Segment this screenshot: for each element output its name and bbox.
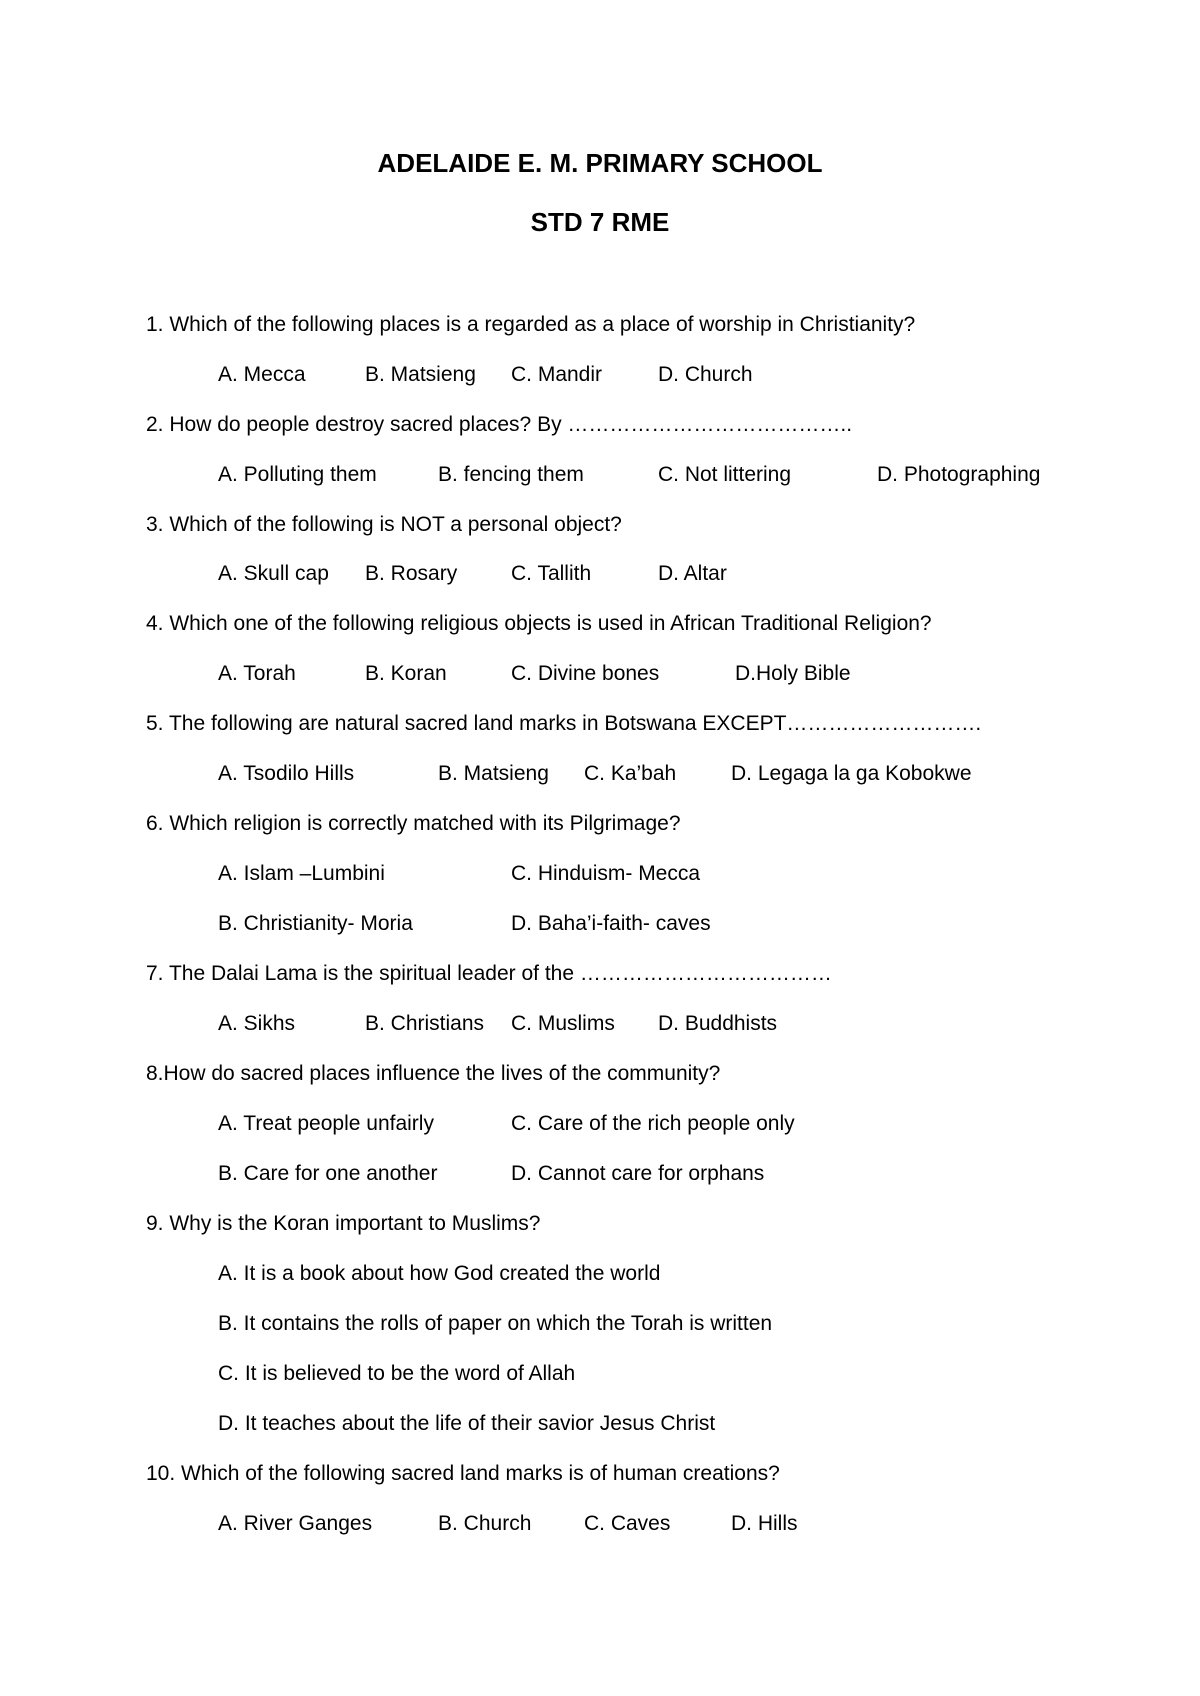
q5-option-a: A. Tsodilo Hills xyxy=(218,762,355,785)
q10-option-b: B. Church xyxy=(438,1512,532,1535)
school-title: ADELAIDE E. M. PRIMARY SCHOOL xyxy=(377,148,823,178)
q3-option-a: A. Skull cap xyxy=(218,562,329,585)
q5-option-c: C. Ka’bah xyxy=(584,762,677,785)
q7-option-d: D. Buddhists xyxy=(658,1012,778,1035)
question-2-text: 2. How do people destroy sacred places? By ………………………………….. xyxy=(146,413,853,436)
q7-option-c: C. Muslims xyxy=(511,1012,615,1035)
question-1-text: 1. Which of the following places is a regarded as a place of worship in Christianity? xyxy=(146,313,916,336)
q10-option-d: D. Hills xyxy=(731,1512,798,1535)
q8-option-b: B. Care for one another xyxy=(218,1162,438,1185)
q6-option-b: B. Christianity- Moria xyxy=(218,912,413,935)
question-4-text: 4. Which one of the following religious objects is used in African Traditional Religion? xyxy=(146,612,932,635)
question-9-text: 9. Why is the Koran important to Muslims? xyxy=(146,1212,541,1235)
q2-option-c: C. Not littering xyxy=(658,463,792,486)
q6-option-a: A. Islam –Lumbini xyxy=(218,862,385,885)
q1-option-c: C. Mandir xyxy=(511,363,603,386)
question-7-text: 7. The Dalai Lama is the spiritual leader of the ……………………………… xyxy=(146,962,832,985)
q7-option-b: B. Christians xyxy=(365,1012,485,1035)
question-10-text: 10. Which of the following sacred land marks is of human creations? xyxy=(146,1462,780,1485)
q3-option-c: C. Tallith xyxy=(511,562,592,585)
question-8-text: 8.How do sacred places influence the lives of the community? xyxy=(146,1062,721,1085)
q3-option-b: B. Rosary xyxy=(365,562,458,585)
q4-option-b: B. Koran xyxy=(365,662,447,685)
subject-title: STD 7 RME xyxy=(530,207,670,237)
q9-option-c: C. It is believed to be the word of Allah xyxy=(218,1362,576,1385)
q4-option-a: A. Torah xyxy=(218,662,296,685)
q1-option-a: A. Mecca xyxy=(218,363,306,386)
q6-option-d: D. Baha’i-faith- caves xyxy=(511,912,711,935)
q5-option-d: D. Legaga la ga Kobokwe xyxy=(731,762,972,785)
q1-option-b: B. Matsieng xyxy=(365,363,476,386)
q4-option-c: C. Divine bones xyxy=(511,662,660,685)
q9-option-d: D. It teaches about the life of their savior Jesus Christ xyxy=(218,1412,716,1435)
q2-option-b: B. fencing them xyxy=(438,463,584,486)
q8-option-a: A. Treat people unfairly xyxy=(218,1112,434,1135)
q3-option-d: D. Altar xyxy=(658,562,727,585)
q10-option-a: A. River Ganges xyxy=(218,1512,373,1535)
q10-option-c: C. Caves xyxy=(584,1512,671,1535)
q8-option-d: D. Cannot care for orphans xyxy=(511,1162,765,1185)
question-6-text: 6. Which religion is correctly matched with its Pilgrimage? xyxy=(146,812,681,835)
q5-option-b: B. Matsieng xyxy=(438,762,549,785)
q1-option-d: D. Church xyxy=(658,363,753,386)
q7-option-a: A. Sikhs xyxy=(218,1012,296,1035)
q9-option-a: A. It is a book about how God created the world xyxy=(218,1262,661,1285)
q2-option-d: D. Photographing xyxy=(877,463,1041,486)
q4-option-d: D.Holy Bible xyxy=(735,662,851,685)
q6-option-c: C. Hinduism- Mecca xyxy=(511,862,701,885)
q8-option-c: C. Care of the rich people only xyxy=(511,1112,795,1135)
question-5-text: 5. The following are natural sacred land marks in Botswana EXCEPT………………………. xyxy=(146,712,982,735)
question-3-text: 3. Which of the following is NOT a personal object? xyxy=(146,513,622,536)
q2-option-a: A. Polluting them xyxy=(218,463,377,486)
q9-option-b: B. It contains the rolls of paper on which the Torah is written xyxy=(218,1312,773,1335)
